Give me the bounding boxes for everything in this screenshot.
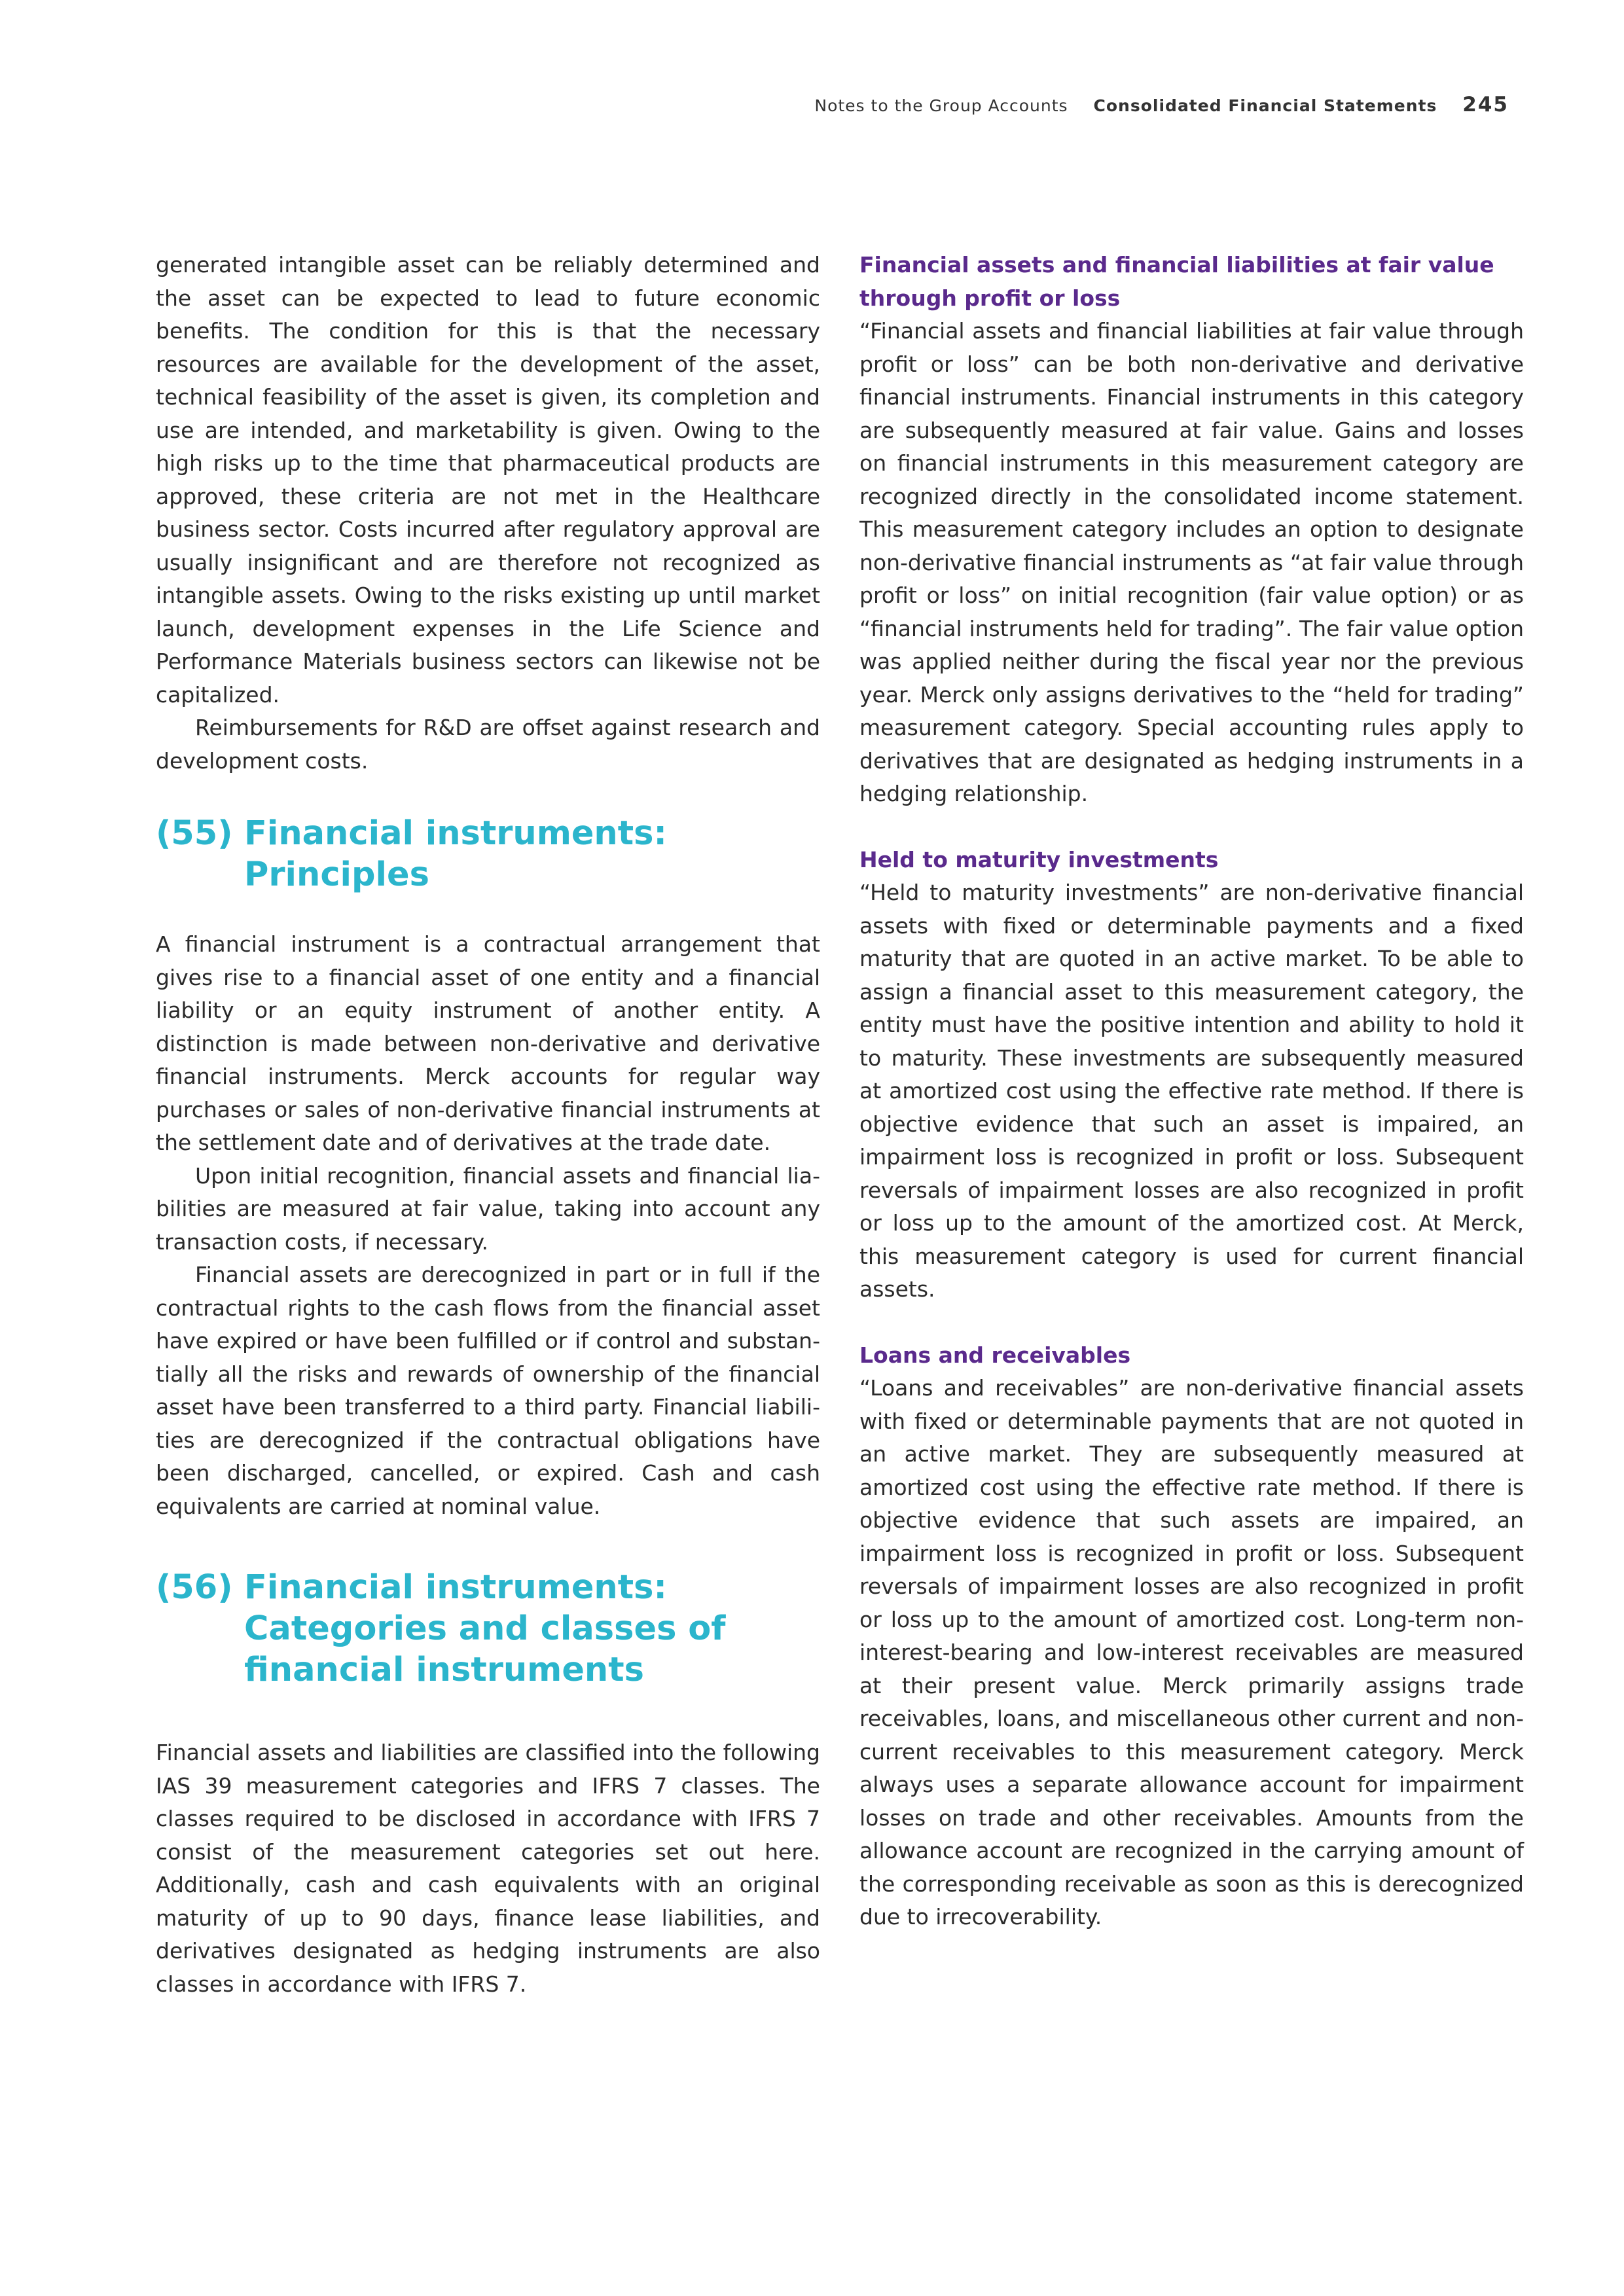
section-heading-56 (156, 1567, 820, 1691)
paragraph-fair-value: “Financial assets and financial liabilities at fair value through profit or loss” can be both non-derivative and derivative financial instruments. Financial instruments in this category are subsequently measured at fair value. Gains and losses on financial instruments in this measurement category are recognized directly in the consolidated income statement. This measurement category includes an option to designate non-derivative financial instruments as “at fair value through profit or loss” on initial recognition (fair value option) or as “financial instruments held for trading”. The fair value option was applied neither during the fiscal year nor the previous year. Merck only assigns derivatives to the “held for trading” measurement category. Special accounting rules apply to derivatives that are designated as hedging instruments in a hedging relationship. (859, 318, 1524, 806)
paragraph-initial-recognition: Upon initial recognition, financial assets and financial liabilities are measured at fair value, taking into account any transaction costs, if necessary. (156, 1162, 820, 1255)
page-header (814, 93, 1509, 117)
section-number: (55) (156, 814, 233, 853)
left-column (156, 249, 820, 2001)
header-section-label: Notes to the Group Accounts (814, 96, 1068, 115)
section-title: Financial instruments: Principles (244, 814, 667, 894)
subheading-loans-receivables: Loans and receivables (859, 1342, 1131, 1368)
section-title: Financial instruments: Categories and classes of financial instruments (244, 1568, 726, 1689)
paragraph-financial-instrument-definition: A financial instrument is a contractual arrangement that gives rise to a financial asset of one entity and a financial liability or an equity instrument of another entity. A distinction is made between non-derivative and derivative financial instruments. Merck accounts for regular way purchases or sales of non-derivative financial instruments at the settlement date and of derivatives at the trade date. (156, 931, 820, 1155)
header-title: Consolidated Financial Statements (1093, 96, 1437, 115)
paragraph-loans-receivables: “Loans and receivables” are non-derivative financial assets with fixed or determinable payments that are not quoted in an active market. They are subsequently measured at amortized cost using the effective rate method. If there is objective evidence that such assets are impaired, an impairment loss is recognized in profit or loss. Subsequent reversals of impairment losses are also recognized in profit or loss up to the amount of amortized cost. Long-term non-interest-bearing and low-interest receivables are measured at their present value. Merck primarily assigns trade receivables, loans, and miscellaneous other current and non-current receivables to this measurement category. Merck always uses a separate allowance account for impairment losses on trade and other receivables. Amounts from the allowance account are recognized in the carrying amount of the corresponding receivable as soon as this is derecognized due to irrecoverability. (859, 1375, 1524, 1929)
paragraph-derecognition: Financial assets are derecognized in part or in full if the contractual rights to the cash flows from the financial asset have expired or have been fulfilled or if control and substantially all the risks and rewards of ownership of the financial asset have been transferred to a third party. Financial liabilities are derecognized if the contractual obligations have been discharged, cancelled, or expired. Cash and cash equivalents are carried at nominal value. (156, 1262, 820, 1519)
section-number: (56) (156, 1568, 233, 1607)
right-column (859, 249, 1524, 1934)
page-number: 245 (1462, 93, 1509, 117)
paragraph-reimbursements: Reimbursements for R&D are offset against research and development costs. (156, 715, 820, 774)
paragraph-held-to-maturity: “Held to maturity investments” are non-derivative financial assets with fixed or determinable payments and a fixed maturity that are quoted in an active market. To be able to assign a financial asset to this measurement category, the entity must have the positive intention and ability to hold it to maturity. These investments are subsequently measured at amortized cost using the effective rate method. If there is objective evidence that such an asset is impaired, an impairment loss is recognized in profit or loss. Subsequent reversals of impairment losses are also recognized in profit or loss up to the amount of the amortized cost. At Merck, this measurement category is used for current financial assets. (859, 880, 1524, 1302)
paragraph-classification: Financial assets and liabilities are classified into the following IAS 39 measurement categories and IFRS 7 classes. The classes required to be disclosed in accordance with IFRS 7 consist of the measurement categories set out here. Additionally, cash and cash equivalents with an original maturity of up to 90 days, finance lease liabilities, and derivatives designated as hedging instruments are also classes in accordance with IFRS 7. (156, 1740, 820, 1997)
section-heading-55 (156, 813, 820, 895)
subheading-fair-value: Financial assets and financial liabilities at fair value through profit or loss (859, 252, 1494, 311)
subheading-held-to-maturity: Held to maturity investments (859, 846, 1219, 872)
paragraph-intangible-assets: generated intangible asset can be reliably determined and the asset can be expected to lead to future economic benefits. The condition for this is that the necessary resources are available for the development of the asset, technical feasibility of the asset is given, its completion and use are intended, and marketability is given. Owing to the high risks up to the time that pharmaceutical products are approved, these criteria are not met in the Healthcare business sector. Costs incurred after regulatory approval are usually insignificant and are therefore not recognized as intangible assets. Owing to the risks existing up until market launch, development expenses in the Life Science and Performance Materials business sectors can likewise not be capitalized. (156, 252, 820, 708)
